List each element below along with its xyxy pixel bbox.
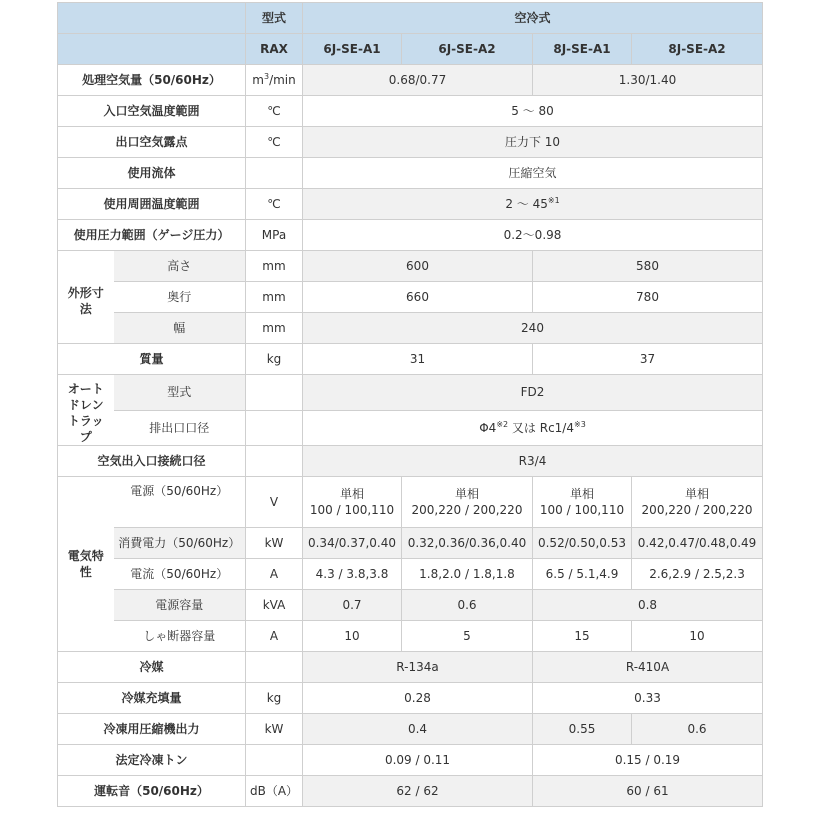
header-type-value: 空冷式 (303, 3, 763, 34)
row-elec-capacity (58, 590, 763, 621)
row-dims-height (58, 251, 763, 282)
row-elec-consumption (58, 528, 763, 559)
mass-6j: 31 (303, 344, 533, 375)
elec-power-cell-1: 単相 100 / 100,110 (303, 477, 402, 528)
elec-capacity-cell-1: 0.7 (303, 590, 402, 621)
elec-current-cell-2: 1.8,2.0 / 1.8,1.8 (402, 559, 533, 590)
header-model-4: 8J-SE-A2 (632, 34, 763, 65)
elec-current-cell-1: 4.3 / 3.8,3.8 (303, 559, 402, 590)
elec-consumption-cell-2: 0.32,0.36/0.36,0.40 (402, 528, 533, 559)
elec-capacity-label: 電源容量 (114, 590, 246, 621)
dims-group-label: 外形寸法 (58, 251, 114, 344)
pressure-value: 0.2～0.98 (303, 220, 763, 251)
noise-8j: 60 / 61 (533, 776, 763, 807)
pressure-unit: MPa (246, 220, 303, 251)
inlet-temp-label: 入口空気温度範囲 (58, 96, 246, 127)
air-volume-value-6j: 0.68/0.77 (303, 65, 533, 96)
air-volume-unit: $m^3/\min$ (246, 65, 303, 96)
refrigerant-6j: R-134a (303, 652, 533, 683)
row-fluid (58, 158, 763, 189)
elec-current-unit: A (246, 559, 303, 590)
row-dew-point (58, 127, 763, 158)
elec-capacity-cell-2: 0.6 (402, 590, 533, 621)
compressor-unit: kW (246, 714, 303, 745)
row-air-volume (58, 65, 763, 96)
dew-point-label: 出口空気露点 (58, 127, 246, 158)
inlet-temp-value: 5 ～ 80 (303, 96, 763, 127)
row-port (58, 446, 763, 477)
fluid-unit (246, 158, 303, 189)
elec-capacity-cell-3: 0.8 (533, 590, 763, 621)
row-elec-current (58, 559, 763, 590)
port-unit (246, 446, 303, 477)
noise-label: 運転音（50/60Hz） (58, 776, 246, 807)
header-row-type (58, 3, 763, 34)
dims-depth-6j: 660 (303, 282, 533, 313)
header-rax: RAX (246, 34, 303, 65)
elec-breaker-cell-4: 10 (632, 621, 763, 652)
trap-type-value: FD2 (303, 375, 763, 411)
fluid-value: 圧縮空気 (303, 158, 763, 189)
row-inlet-temp (58, 96, 763, 127)
ambient-temp-value: 2 ～ 45$^{※1}$ (303, 189, 763, 220)
dims-depth-label: 奥行 (114, 282, 246, 313)
charge-8j: 0.33 (533, 683, 763, 714)
fluid-label: 使用流体 (58, 158, 246, 189)
trap-drain-label: 排出口口径 (114, 410, 246, 446)
dims-width-unit: mm (246, 313, 303, 344)
elec-consumption-unit: kW (246, 528, 303, 559)
row-refrigerant (58, 652, 763, 683)
elec-breaker-label: しゃ断器容量 (114, 621, 246, 652)
dew-point-unit: ℃ (246, 127, 303, 158)
header-model-1: 6J-SE-A1 (303, 34, 402, 65)
dims-height-unit: mm (246, 251, 303, 282)
row-dims-depth (58, 282, 763, 313)
mass-unit: kg (246, 344, 303, 375)
note-1: ※1 (547, 196, 560, 205)
elec-current-label: 電流（50/60Hz） (114, 559, 246, 590)
row-elec-breaker (58, 621, 763, 652)
tonnage-8j: 0.15 / 0.19 (533, 745, 763, 776)
dims-height-6j: 600 (303, 251, 533, 282)
header-blank (58, 3, 246, 34)
row-elec-power (58, 477, 763, 528)
dims-width-label: 幅 (114, 313, 246, 344)
ambient-temp-unit: ℃ (246, 189, 303, 220)
dew-point-value: 圧力下 10 (303, 127, 763, 158)
note-2: ※2 (496, 419, 509, 429)
row-ambient-temp (58, 189, 763, 220)
header-model-3: 8J-SE-A1 (533, 34, 632, 65)
trap-drain-unit (246, 410, 303, 446)
air-volume-label: 処理空気量（50/60Hz） (58, 65, 246, 96)
charge-6j: 0.28 (303, 683, 533, 714)
note-3: ※3 (574, 419, 586, 429)
row-dims-width (58, 313, 763, 344)
compressor-label: 冷凍用圧縮機出力 (58, 714, 246, 745)
charge-label: 冷媒充填量 (58, 683, 246, 714)
elec-power-cell-4: 単相 200,220 / 200,220 (632, 477, 763, 528)
dims-width-value: 240 (303, 313, 763, 344)
dims-height-label: 高さ (114, 251, 246, 282)
row-noise (58, 776, 763, 807)
row-charge (58, 683, 763, 714)
pressure-label: 使用圧力範囲（ゲージ圧力） (58, 220, 246, 251)
ambient-temp-label: 使用周囲温度範囲 (58, 189, 246, 220)
row-tonnage (58, 745, 763, 776)
elec-capacity-unit: kVA (246, 590, 303, 621)
port-value: R3/4 (303, 446, 763, 477)
row-pressure (58, 220, 763, 251)
elec-current-cell-4: 2.6,2.9 / 2.5,2.3 (632, 559, 763, 590)
inlet-temp-unit: ℃ (246, 96, 303, 127)
elec-power-cell-2: 単相 200,220 / 200,220 (402, 477, 533, 528)
elec-consumption-cell-3: 0.52/0.50,0.53 (533, 528, 632, 559)
refrigerant-8j: R-410A (533, 652, 763, 683)
compressor-6j: 0.4 (303, 714, 533, 745)
dims-height-8j: 580 (533, 251, 763, 282)
header-model-2: 6J-SE-A2 (402, 34, 533, 65)
tonnage-unit (246, 745, 303, 776)
compressor-8j-a2: 0.6 (632, 714, 763, 745)
refrigerant-label: 冷媒 (58, 652, 246, 683)
compressor-8j-a1: 0.55 (533, 714, 632, 745)
elec-group-label: 電気特性 (58, 477, 114, 652)
trap-type-unit (246, 375, 303, 411)
row-trap-drain (58, 410, 763, 446)
mass-8j: 37 (533, 344, 763, 375)
elec-breaker-cell-2: 5 (402, 621, 533, 652)
trap-group-label: オート ドレン トラップ (58, 375, 114, 446)
mass-label: 質量 (58, 344, 246, 375)
elec-consumption-cell-1: 0.34/0.37,0.40 (303, 528, 402, 559)
port-label: 空気出入口接続口径 (58, 446, 246, 477)
elec-consumption-cell-4: 0.42,0.47/0.48,0.49 (632, 528, 763, 559)
dims-depth-8j: 780 (533, 282, 763, 313)
refrigerant-unit (246, 652, 303, 683)
header-row-models (58, 34, 763, 65)
air-volume-value-8j: 1.30/1.40 (533, 65, 763, 96)
row-compressor (58, 714, 763, 745)
tonnage-6j: 0.09 / 0.11 (303, 745, 533, 776)
row-mass (58, 344, 763, 375)
elec-breaker-cell-3: 15 (533, 621, 632, 652)
header-blank-2 (58, 34, 246, 65)
elec-consumption-label: 消費電力（50/60Hz） (114, 528, 246, 559)
elec-power-cell-3: 単相 100 / 100,110 (533, 477, 632, 528)
header-type-label: 型式 (246, 3, 303, 34)
row-trap-type (58, 375, 763, 411)
charge-unit: kg (246, 683, 303, 714)
elec-breaker-cell-1: 10 (303, 621, 402, 652)
elec-breaker-unit: A (246, 621, 303, 652)
noise-6j: 62 / 62 (303, 776, 533, 807)
elec-power-unit: V (246, 477, 303, 528)
elec-power-label: 電源（50/60Hz） (114, 477, 246, 528)
noise-unit: dB（A） (246, 776, 303, 807)
trap-drain-value: Φ4$^{※2}$ 又は Rc1/4$^{※3}$ (303, 410, 763, 446)
tonnage-label: 法定冷凍トン (58, 745, 246, 776)
trap-type-label: 型式 (114, 375, 246, 411)
dims-depth-unit: mm (246, 282, 303, 313)
spec-table (57, 2, 763, 807)
elec-current-cell-3: 6.5 / 5.1,4.9 (533, 559, 632, 590)
